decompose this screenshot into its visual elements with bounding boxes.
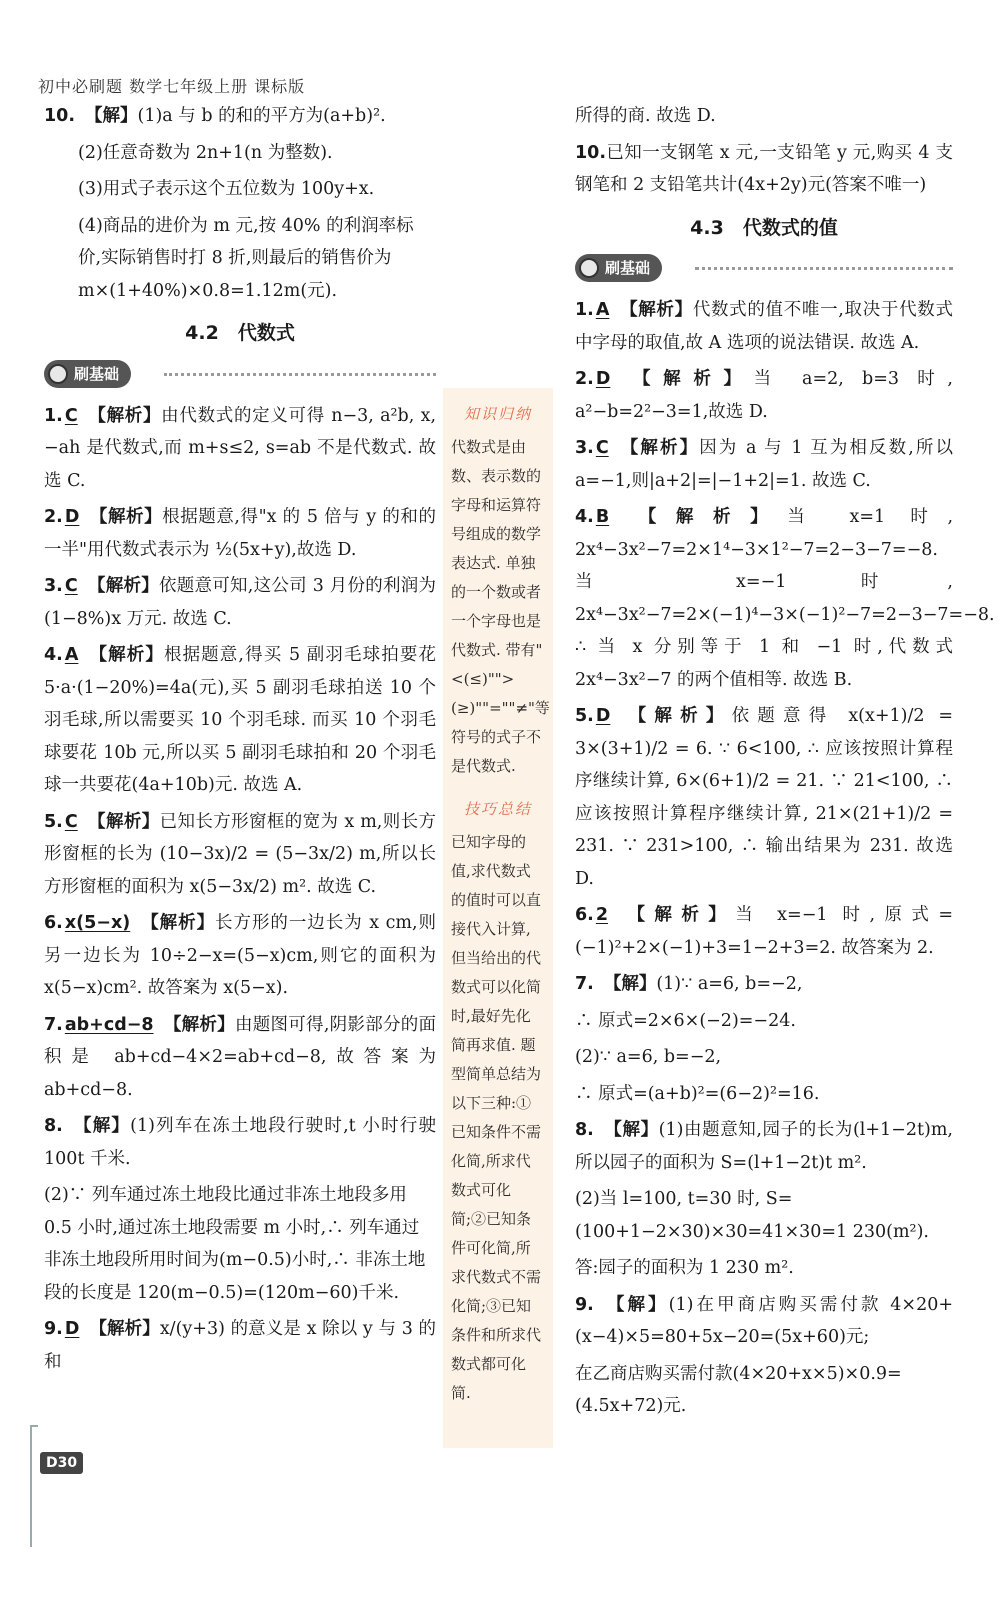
item-text: (2)∵ a=6, b=−2, [575, 1047, 722, 1067]
answer-item [44, 1179, 436, 1309]
item-number: 6. [44, 913, 63, 933]
badge-row [575, 252, 953, 286]
item-number: 7. [44, 1014, 63, 1035]
item-text: 当 x=1 时, 2x⁴−3x²−7=2×1⁴−3×1²−7=2−3−7=−8. 当 x=−1 时, 2x⁴−3x²−7=2×(−1)⁴−3×(−1)²−7=2−3−7=−8. ∴ 当 x 分别等于 1 和 −1 时,代数式 2x⁴−3x²−7 的两个值相等. 故选 B. [575, 507, 995, 690]
item-answer: C [595, 438, 609, 458]
answer-item [575, 899, 953, 964]
item-number: 1. [575, 300, 594, 320]
answer-item [575, 100, 953, 133]
item-number: 9. [575, 1294, 594, 1315]
sidebar-notes [443, 388, 553, 1448]
item-text: (1)a 与 b 的和的平方为(a+b)². [137, 106, 386, 126]
answer-item [575, 1358, 953, 1423]
answer-item [44, 907, 436, 1005]
answer-item [44, 400, 436, 498]
right-column [575, 100, 995, 1427]
right-answer-list [575, 294, 995, 1423]
answer-item [44, 100, 436, 133]
sidebar-text-tips: 已知字母的值,求代数式的值时可以直接代入计算,但当给出的代数式可以化简时,最好先化简再求值. 题型简单总结为以下三种:①已知条件不需化简,所求代数式可化简;②已知条件可化简,所求代数式不需化简;③已知条件和所求代数式都可化简. [451, 833, 542, 1402]
badge-brush-basic [575, 254, 662, 282]
item-text: 根据题意,得买 5 副羽毛球拍要花 5·a·(1−20%)=4a(元),买 5 副羽毛球拍送 10 个羽毛球,所以需要买 10 个羽毛球. 而买 10 个羽毛球要花 10b 元,所以买 5 副羽毛球拍和 20 个羽毛球一共要花(4a+10b)元. 故选 A. [44, 645, 436, 795]
item-answer: B [595, 507, 610, 527]
left-column [44, 100, 436, 1382]
item-number: 4. [44, 645, 63, 665]
item-tag: 【解析】 [619, 300, 693, 320]
item-text: 代数式的值不唯一,取决于代数式中字母的取值,故 A 选项的说法错误. 故选 A. [575, 300, 953, 353]
item-tag: 【解】 [603, 974, 657, 994]
left-top-block [44, 100, 436, 307]
item-answer: A [595, 300, 610, 320]
item-tag: 【解析】 [619, 507, 788, 527]
item-number: 3. [44, 576, 63, 596]
item-answer: D [64, 1319, 80, 1339]
item-text: 所得的商. 故选 D. [575, 106, 716, 126]
item-text: (3)用式子表示这个五位数为 100y+x. [78, 179, 375, 199]
answer-item [575, 1183, 953, 1248]
item-number: 2. [44, 507, 63, 527]
dotted-divider [164, 373, 436, 376]
brush-icon [48, 364, 68, 384]
item-tag: 【解析】 [89, 1319, 160, 1339]
item-text: 因为 a 与 1 互为相反数,所以 a=−1,则|a+2|=|−1+2|=1. 故选 C. [575, 438, 953, 491]
item-number: 8. [44, 1116, 63, 1136]
answer-item [44, 173, 436, 206]
item-tag: 【解析】 [618, 905, 736, 925]
answer-item [575, 137, 953, 202]
item-text: 已知长方形窗框的宽为 x m,则长方形窗框的长为 (10−3x)/2 = (5−3x/2) m,所以长方形窗框的面积为 x(5−3x/2) m². 故选 C. [44, 811, 436, 897]
answer-item [575, 700, 953, 895]
answer-item [44, 1009, 436, 1107]
badge-row [44, 358, 436, 392]
item-text: (2)∵ 列车通过冻土地段比通过非冻土地段多用 0.5 小时,通过冻土地段需要 m 小时,∴ 列车通过非冻土地段所用时间为(m−0.5)小时,∴ 非冻土地段的长度是 120(m−0.5)=(120m−60)千米. [44, 1185, 426, 1303]
answer-item [575, 294, 953, 359]
answer-item [575, 432, 953, 497]
left-answer-list [44, 400, 436, 1379]
item-tag: 【解析】 [87, 811, 160, 832]
item-tag: 【解析】 [88, 645, 164, 665]
item-text: 当 x=−1 时,原式=(−1)²+2×(−1)+3=1−2+3=2. 故答案为 2. [575, 905, 954, 958]
item-tag: 【解析】 [140, 913, 216, 933]
answer-item [575, 363, 953, 428]
item-text: 在乙商店购买需付款(4×20+x×5)×0.9=(4.5x+72)元. [575, 1363, 902, 1416]
item-tag: 【解析】 [87, 405, 162, 426]
item-number: 2. [575, 369, 594, 389]
item-tag: 【解】 [72, 1116, 131, 1136]
item-tag: 【解析】 [163, 1014, 235, 1035]
item-text: 依题意可知,这公司 3 月份的利润为(1−8%)x 万元. 故选 C. [44, 576, 436, 629]
badge-label: 刷基础 [605, 259, 651, 277]
item-number: 8. [575, 1120, 594, 1140]
answer-item [44, 570, 436, 635]
item-answer: C [64, 405, 78, 426]
item-text: 已知一支钢笔 x 元,一支铅笔 y 元,购买 4 支钢笔和 2 支铅笔共计(4x+2y)元(答案不唯一) [575, 142, 953, 195]
item-text: (1)∵ a=6, b=−2, [656, 974, 803, 994]
item-text: 长方形的一边长为 x cm,则另一边长为 10÷2−x=(5−x)cm,则它的面积为 x(5−x)cm². 故答案为 x(5−x). [44, 913, 437, 998]
answer-item [575, 968, 953, 1001]
item-answer: C [64, 811, 78, 832]
item-tag: 【解析】 [618, 438, 700, 458]
item-tag: 【解】 [603, 1294, 669, 1315]
item-text: 依题意得 x(x+1)/2 = 3×(3+1)/2 = 6. ∵ 6<100, ∴ 应该按照计算程序继续计算, 6×(6+1)/2 = 21. ∵ 21<100, ∴ 应该按照计算程序继续计算, 21×(21+1)/2 = 231. ∵ 231>100, ∴ 输出结果为 231. 故选 D. [575, 706, 954, 889]
answer-item [575, 1005, 953, 1038]
sidebar-title-knowledge: 知识归纳 [463, 405, 532, 423]
item-text: (2)当 l=100, t=30 时, S=(100+1−2×30)×30=41×30=1 230(m²). [575, 1189, 929, 1242]
badge-label: 刷基础 [74, 364, 120, 383]
answer-item [575, 1289, 953, 1354]
section-title-4-2: 4.2 代数式 [185, 322, 295, 344]
item-number: 6. [575, 905, 594, 925]
sidebar-title-tips: 技巧总结 [463, 800, 532, 818]
answer-item [44, 210, 436, 308]
section-title-4-3: 4.3 代数式的值 [690, 216, 838, 239]
item-tag: 【解析】 [89, 507, 163, 527]
dotted-divider [695, 267, 953, 270]
item-text: 当 a=2, b=3 时, a²−b=2²−3=1,故选 D. [575, 369, 953, 422]
item-answer: 2 [595, 905, 609, 925]
answer-item [44, 501, 436, 566]
item-answer: A [64, 645, 79, 665]
answer-item [44, 137, 436, 170]
answer-item [44, 806, 436, 904]
item-tag: 【解析】 [87, 576, 159, 596]
footer-bracket [30, 1425, 38, 1547]
item-answer: ab+cd−8 [64, 1014, 154, 1035]
item-answer: D [595, 706, 611, 726]
right-top-block [575, 100, 953, 202]
item-answer: D [595, 369, 611, 389]
item-text: (1)列车在冻土地段行驶时,t 小时行驶 100t 千米. [44, 1116, 437, 1169]
answer-item [575, 1252, 953, 1285]
item-tag: 【解】 [85, 106, 138, 126]
item-tag: 【解】 [603, 1120, 659, 1140]
item-number: 9. [44, 1319, 63, 1339]
item-number: 7. [575, 974, 594, 994]
page-header: 初中必刷题 数学七年级上册 课标版 [38, 77, 306, 96]
item-text: x/(y+3) 的意义是 x 除以 y 与 3 的和 [44, 1319, 436, 1372]
item-tag: 【解析】 [620, 369, 754, 389]
answer-item [44, 1110, 436, 1175]
page-number: D30 [40, 1452, 83, 1474]
item-tag: 【解析】 [620, 706, 732, 726]
item-text: 答:园子的面积为 1 230 m². [575, 1258, 794, 1278]
answer-item [44, 1313, 436, 1378]
item-answer: C [64, 576, 78, 596]
badge-brush-basic [44, 360, 131, 388]
item-text: ∴ 原式=(a+b)²=(6−2)²=16. [575, 1083, 820, 1104]
answer-item [575, 1078, 953, 1111]
answer-item [575, 1041, 953, 1074]
item-number: 3. [575, 438, 594, 458]
item-text: 根据题意,得"x 的 5 倍与 y 的和的一半"用代数式表示为 ½(5x+y),故选 D. [44, 507, 436, 560]
answer-item [44, 639, 436, 802]
brush-icon [579, 258, 599, 278]
item-text: 由代数式的定义可得 n−3, a²b, x, −ah 是代数式,而 m+s≤2, s=ab 不是代数式. 故选 C. [44, 405, 437, 491]
item-number: 10. [575, 142, 607, 163]
item-text: 由题图可得,阴影部分的面积是 ab+cd−4×2=ab+cd−8,故答案为 ab+cd−8. [44, 1014, 437, 1100]
item-text: (4)商品的进价为 m 元,按 40% 的利润率标价,实际销售时打 8 折,则最后的销售价为 m×(1+40%)×0.8=1.12m(元). [78, 215, 414, 301]
item-text: (1)在甲商店购买需付款 4×20+(x−4)×5=80+5x−20=(5x+60)元; [575, 1294, 953, 1347]
item-text: (1)由题意知,园子的长为(l+1−2t)m,所以园子的面积为 S=(l+1−2t)t m². [575, 1120, 953, 1173]
item-number: 5. [44, 811, 63, 832]
item-number: 10. [44, 106, 76, 126]
item-number: 5. [575, 706, 594, 726]
item-answer: x(5−x) [64, 913, 131, 933]
item-number: 4. [575, 507, 594, 527]
sidebar-text-knowledge: 代数式是由数、表示数的字母和运算符号组成的数学表达式. 单独的一个数或者一个字母也是代数式. 带有"<(≤)"">(≥)""=""≠"等符号的式子不是代数式. [451, 438, 550, 775]
item-number: 1. [44, 405, 63, 426]
item-text: ∴ 原式=2×6×(−2)=−24. [575, 1010, 796, 1031]
answer-item [575, 501, 995, 696]
item-answer: D [64, 507, 80, 527]
item-text: (2)任意奇数为 2n+1(n 为整数). [78, 142, 333, 163]
answer-item [575, 1114, 953, 1179]
